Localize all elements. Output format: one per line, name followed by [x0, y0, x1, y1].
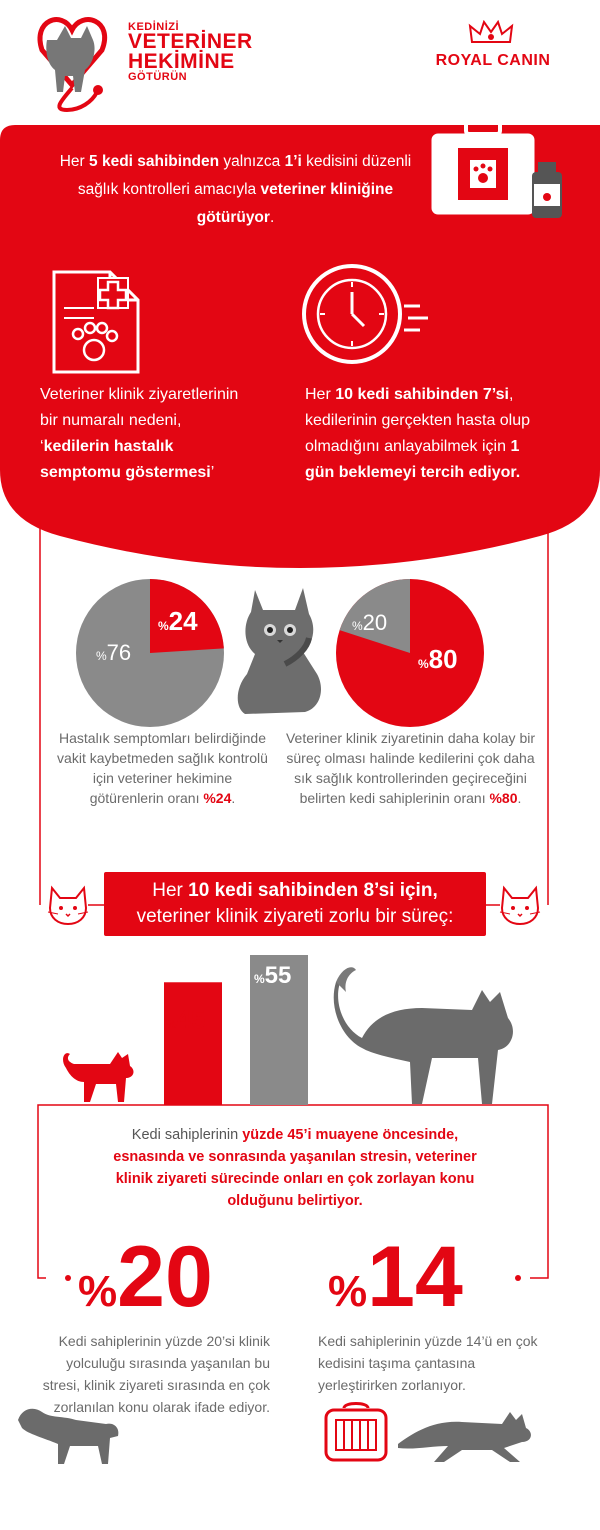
intro-part-5: kedisini düzenli sağlık kontrolleri amacıyla [77, 153, 412, 198]
running-cat-icon [392, 1404, 542, 1464]
banner-line-2: veteriner klinik ziyareti zorlu bir süreç: [136, 906, 454, 927]
bar-red [164, 982, 222, 1105]
bar-red-label: %45 [166, 1004, 206, 1034]
banner-line-1 [104, 878, 486, 904]
pie-left-red-label: %24 [158, 606, 198, 636]
walking-cat-grey-icon [322, 958, 532, 1108]
pie-left-caption-part-2: %24 [203, 790, 232, 806]
pie-right-caption-part-2: %80 [489, 790, 518, 806]
stat14-text [318, 1330, 550, 1396]
banner [104, 872, 486, 936]
intro-part-3: yalnızca [219, 153, 285, 170]
walking-cat-red-icon [56, 1040, 146, 1104]
intro-part-6: veteriner kliniğine götürüyor [196, 181, 394, 226]
cat-face-right-icon [498, 884, 542, 928]
fact-right-part-2: 10 kedi sahibinden 7’si [335, 386, 509, 403]
stat20-number: %20 [78, 1229, 213, 1325]
fact-right-part-1: Her [305, 386, 336, 403]
stat14-caption: Kedi sahiplerinin yüzde 14’ü en çok kedisini taşıma çantasına yerleştirirken zorlanıyor. [318, 1333, 538, 1393]
stretching-cat-icon [14, 1398, 124, 1468]
cat-face-left-icon [46, 884, 90, 928]
pie-chart-right [335, 578, 485, 728]
stress-text [100, 1124, 490, 1212]
fact-left-part-2: kedilerin hastalık semptomu göstermesi [40, 438, 211, 481]
pie-left-grey-label: %76 [96, 640, 132, 665]
bar-grey-label: %55 [254, 962, 292, 989]
banner-line-1b: 10 kedi sahibinden 8’si için, [188, 880, 438, 901]
pie-left-caption-part-3: . [231, 790, 236, 806]
pie-right-grey-label: %20 [352, 610, 388, 635]
fact-right-part-3: , kedilerinin gerçekten hasta olup olmadığını anlayabilmek için [305, 386, 531, 455]
title-line-3: HEKİMİNE [128, 50, 235, 74]
pie-right-caption-part-1: Veteriner klinik ziyaretinin daha kolay bir süreç olması halinde kedilerini çok daha sık sağlık kontrollerinden geçireceğini belirten kedi sahiplerinin oranı [285, 730, 535, 806]
stress-part-2: yüzde 45’i muayene öncesinde, esnasında ve sonrasında yaşanılan stresin, veteriner klinik ziyareti sürecinde onları en çok zorlayan konu olduğunu belirtiyor. [113, 1127, 477, 1209]
kitten-illustration-icon [225, 578, 335, 718]
stat14-number: %14 [328, 1229, 463, 1325]
brand-logo-text: ROYAL CANIN [435, 52, 551, 69]
stat20-caption: Kedi sahiplerinin yüzde 20’si klinik yolculuğu sırasında yaşanılan bu stresi, klinik ziyareti sırasında en çok zorlanılan konu olarak ifade ediyor. [42, 1333, 270, 1415]
title-line-1: KEDİNİZİ [128, 21, 180, 33]
pet-carrier-icon [322, 1400, 390, 1464]
intro-part-2: 5 kedi sahibinden [89, 153, 220, 170]
pie-right-caption [283, 728, 538, 808]
intro-part-1: Her [59, 153, 90, 170]
pie-right-caption-part-3: . [517, 790, 522, 806]
intro-part-7: . [269, 209, 275, 226]
fact-left-part-3: ’ [210, 464, 215, 481]
pie-right-red-label: %80 [418, 644, 458, 674]
banner-line-1a: Her [152, 880, 189, 901]
title-line-2: VETERİNER [128, 30, 253, 54]
stress-part-1: Kedi sahiplerinin [131, 1127, 243, 1143]
intro-part-4: 1’i [284, 153, 302, 170]
pie-left-caption [55, 728, 270, 808]
fact-left-part-1: Veteriner klinik ziyaretlerinin bir numaralı nedeni, ‘ [40, 386, 239, 455]
fact-right-part-4: 1 gün beklemeyi tercih ediyor. [305, 438, 521, 481]
title-line-4: GÖTÜRÜN [128, 71, 188, 84]
pie-left-caption-part-1: Hastalık semptomları belirdiğinde vakit kaybetmeden sağlık kontrolü için veteriner hekimine götürenlerin oranı [57, 730, 268, 806]
